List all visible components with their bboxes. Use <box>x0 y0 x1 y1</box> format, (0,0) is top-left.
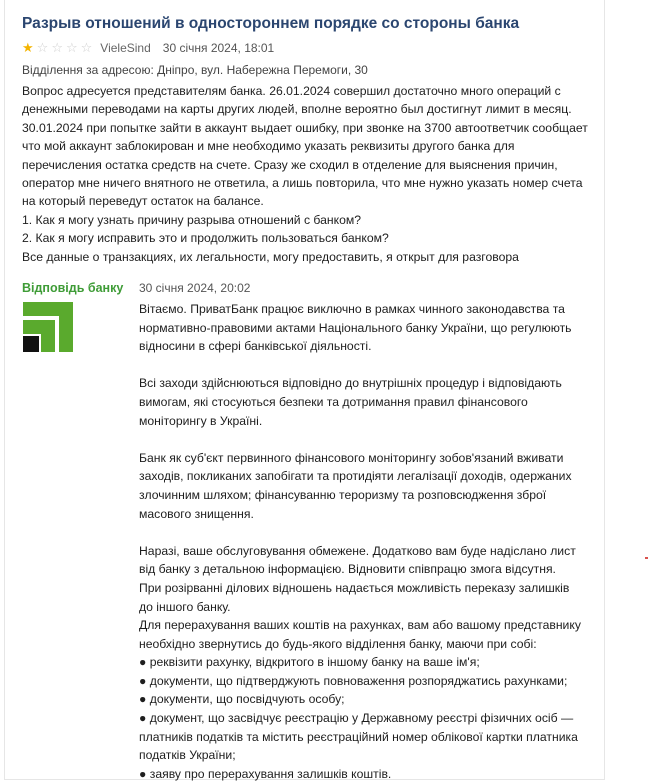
bank-answer-label: Відповідь банку <box>22 281 124 295</box>
answer-list-item: ● документи, що підтверджують повноваження розпоряджатись рахунками; <box>139 673 568 688</box>
answer-paragraph: Для перерахування ваших коштів на рахунках, вам або вашому представнику необхідно звернутись до будь-якого відділення банку, маючи при собі: <box>139 618 581 651</box>
review-title[interactable]: Разрыв отношений в одностороннем порядке со стороны банка <box>22 15 520 32</box>
review-meta <box>22 40 274 56</box>
review-author[interactable]: VieleSind <box>100 41 151 55</box>
answer-paragraph: Банк як суб'єкт первинного фінансового моніторингу зобов'язаний вживати заходів, покликаних запобігати та протидіяти легалізації доходів, одержаних злочинним шляхом; фінансуванню тероризму та розповсюдження зброї масового знищення. <box>139 450 572 521</box>
review-paragraph: Все данные о транзакциях, их легальности, могу предоставить, я открыт для разговора <box>22 249 519 264</box>
privatbank-logo-icon <box>23 302 73 352</box>
review-paragraph: 2. Как я могу исправить это и продолжить пользоваться банком? <box>22 231 389 246</box>
answer-list-item: ● реквізити рахунку, відкритого в іншому банку на ваше ім'я; <box>139 655 480 670</box>
answer-paragraph: При розірванні ділових відношень надається можливість переказу залишків до іншого банку. <box>139 580 570 614</box>
answer-list-item: ● документи, що посвідчують особу; <box>139 692 345 707</box>
star-icon: ☆ <box>36 40 49 55</box>
review-paragraph: 1. Как я могу узнать причину разрыва отношений с банком? <box>22 212 362 227</box>
answer-list-item: ● заяву про перерахування залишків коштів. <box>139 766 392 781</box>
rating-stars <box>22 41 92 55</box>
review-body <box>22 82 597 266</box>
star-icon: ☆ <box>65 40 78 55</box>
answer-paragraph: Всі заходи здійснюються відповідно до внутрішніх процедур і відповідають вимогам, які стосуються безпеки та дотримання правил фінансового моніторингу в Україні. <box>139 376 562 428</box>
star-icon: ☆ <box>80 40 93 55</box>
branch-address: Відділення за адресою: Дніпро, вул. Набережна Перемоги, 30 <box>22 63 368 77</box>
review-paragraph: Вопрос адресуется представителям банка. 26.01.2024 совершил достаточно много операций с денежными переводами на карты других людей, вполне вероятно был достигнут лимит в месяц. 30.01.2024 при попытке зайти в аккаунт выдает ошибку, при звонке на 3700 автоответчик сообщает что мой аккаунт заблокирован и мне необходимо указать реквизиты другого банка для перечисления остатка средств на счете. Сразу же сходил в отделение для выяснения причин, оператор мне ничего внятного не ответила, а лишь повторила, что мне нужно указать номер счета на который переведут остаток на балансе. <box>22 84 588 209</box>
star-icon: ☆ <box>51 40 63 55</box>
answer-paragraph: Вітаємо. ПриватБанк працює виключно в рамках чинного законодавства та нормативно-правовими актами Національного банку України, що регулюють відносини в сфері банківської діяльності. <box>139 302 572 354</box>
edge-marker <box>645 557 648 559</box>
star-icon: ★ <box>22 40 34 55</box>
answer-list-item: ● документ, що засвідчує реєстрацію у Державному реєстрі фізичних осіб — платників податків та містить реєстраційний номер облікової картки платника податків України; <box>139 711 578 763</box>
review-date: 30 січня 2024, 18:01 <box>162 41 275 55</box>
bank-answer-body <box>139 300 584 783</box>
answer-paragraph: Наразі, ваше обслуговування обмежене. Додатково вам буде надіслано лист від банку з детальною інформацією. Відновити співпрацю змога відсутня. <box>139 543 576 577</box>
bank-answer-date: 30 січня 2024, 20:02 <box>139 281 251 295</box>
